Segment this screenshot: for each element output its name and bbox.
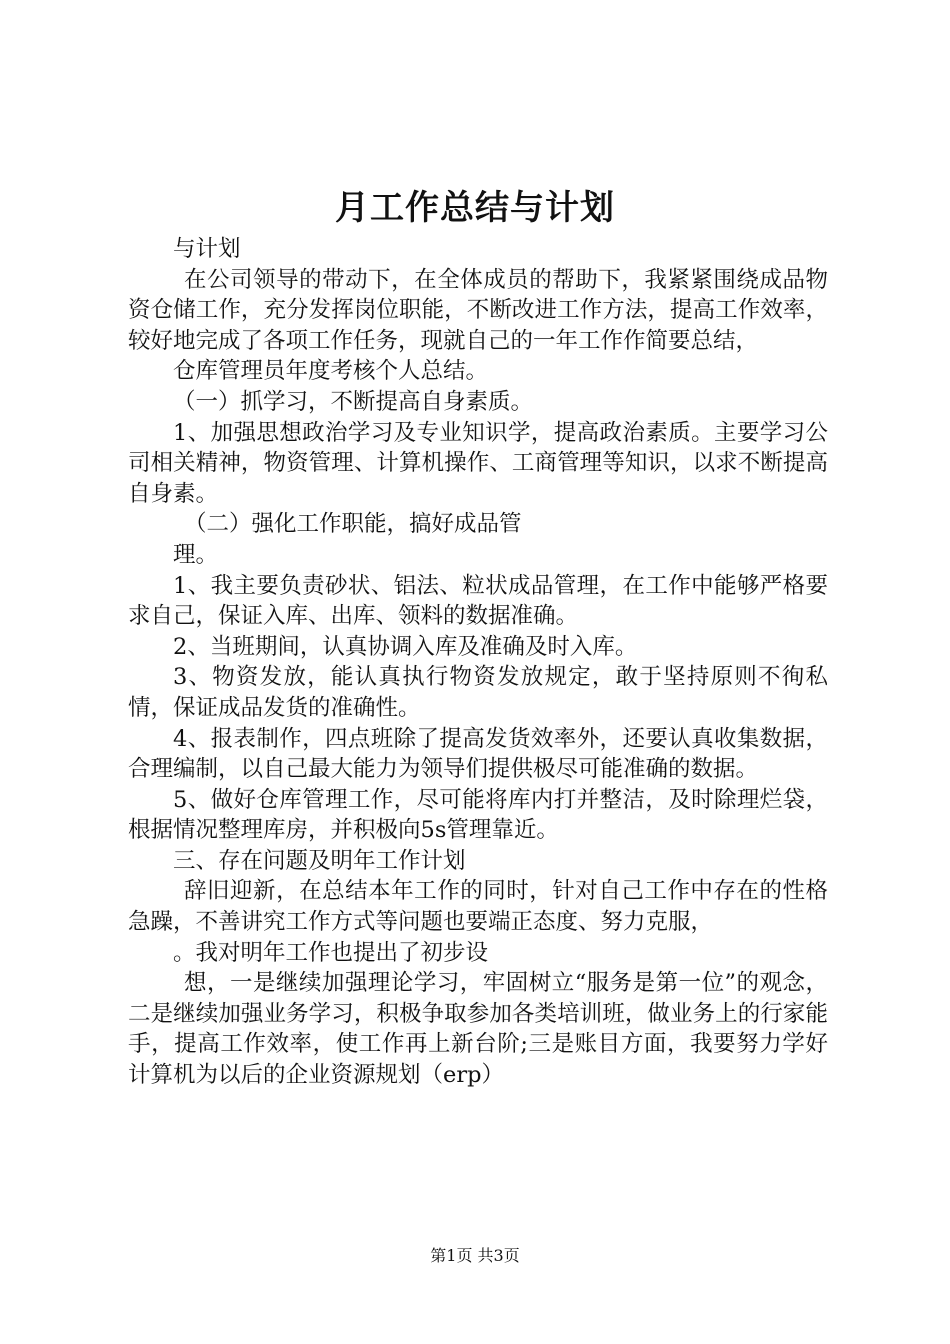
paragraph-item: 5、做好仓库管理工作，尽可能将库内打并整洁，及时除理烂袋，根据情况整理库房，并积极向5s管理靠近。 <box>128 786 828 844</box>
paragraph-item: 1、加强思想政治学习及专业知识学，提高政治素质。主要学习公司相关精神，物资管理、计算机操作、工商管理等知识，以求不断提高自身素。 <box>128 419 828 507</box>
section-heading-1: （一）抓学习，不断提高自身素质。 <box>173 388 534 415</box>
document-body <box>128 234 828 1091</box>
paragraph-plan: 想，一是继续加强理论学习，牢固树立“服务是第一位”的观念，二是继续加强业务学习，积极争取参加各类培训班，做业务上的行家能手，提高工作效率，使工作再上新台阶;三是账目方面，我要努力学好计算机为以后的企业资源规划（erp） <box>128 970 828 1089</box>
paragraph-intro: 与计划 <box>173 236 241 262</box>
paragraph-item: 2、当班期间，认真协调入库及准确及时入库。 <box>173 633 638 660</box>
paragraph-item: 3、物资发放，能认真执行物资发放规定，敢于坚持原则不徇私情，保证成品发货的准确性。 <box>128 664 828 721</box>
document-title: 月工作总结与计划 <box>335 188 615 228</box>
paragraph-item: 4、报表制作，四点班除了提高发货效率外，还要认真收集数据，合理编制，以自己最大能力为领导们提供极尽可能准确的数据。 <box>128 725 828 783</box>
section-heading-2: （二）强化工作职能，搞好成品管 <box>184 511 522 538</box>
paragraph-continuation: 理。 <box>173 541 219 568</box>
paragraph-item: 1、我主要负责砂状、铝法、粒状成品管理，在工作中能够严格要求自己，保证入库、出库、领料的数据准确。 <box>128 572 828 630</box>
paragraph-plan-intro: 。我对明年工作也提出了初步设 <box>173 939 489 966</box>
paragraph-role: 仓库管理员年度考核个人总结。 <box>173 358 489 385</box>
paragraph-summary: 在公司领导的带动下，在全体成员的帮助下，我紧紧围绕成品物资仓储工作，充分发挥岗位职能，不断改进工作方法，提高工作效率，较好地完成了各项工作任务，现就自己的一年工作作简要总结， <box>128 266 828 354</box>
section-heading-3: 三、存在问题及明年工作计划 <box>173 847 466 874</box>
page-footer: 第1页 共3页 <box>430 1246 520 1265</box>
paragraph-problems: 辞旧迎新，在总结本年工作的同时，针对自己工作中存在的性格急躁，不善讲究工作方式等问题也要端正态度、努力克服， <box>128 878 828 936</box>
